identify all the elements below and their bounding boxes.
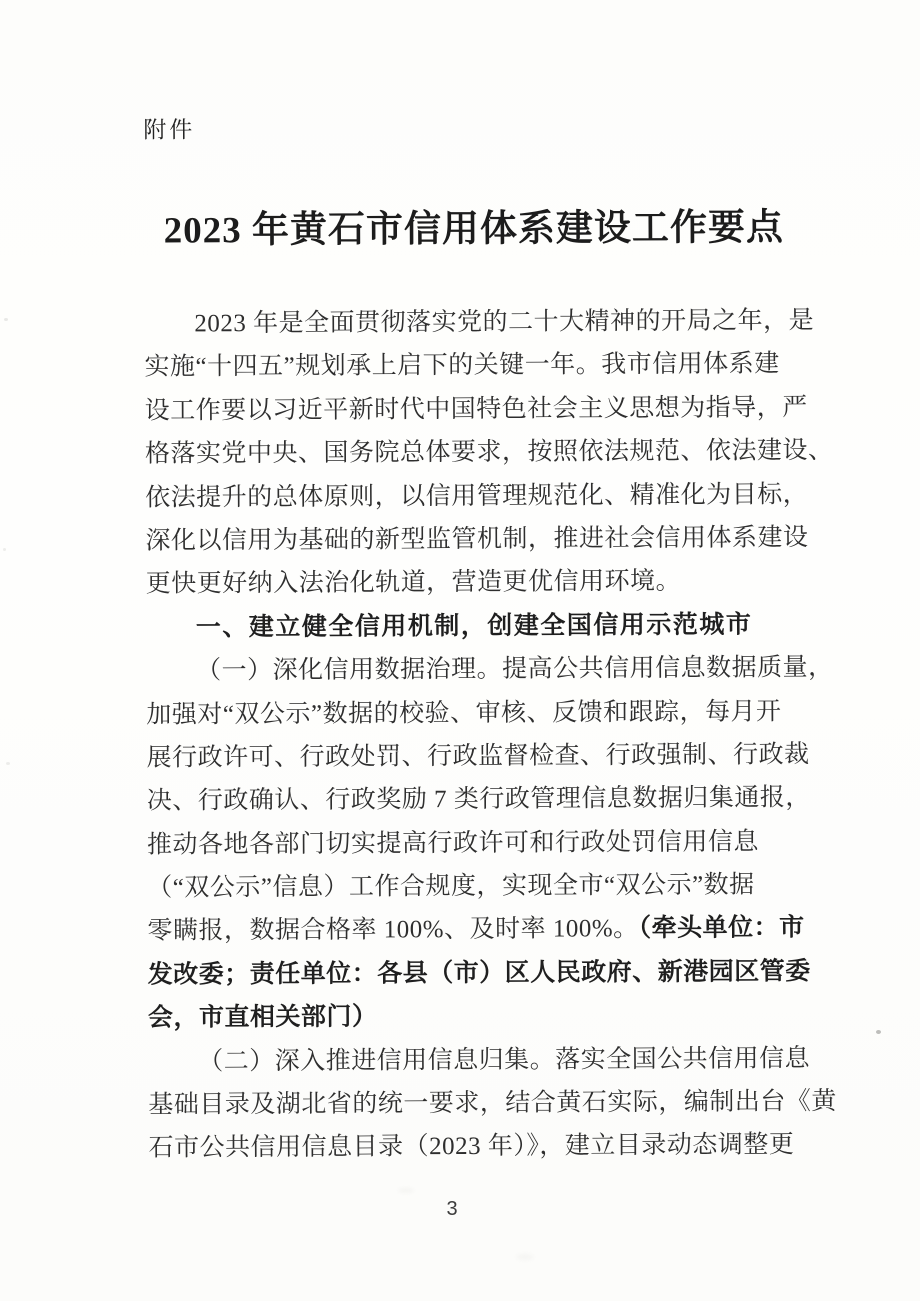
scan-speck [6,762,10,765]
text-line [146,646,836,693]
text-run: 2023 年是全面贯彻落实党的二十大精神的开局之年，是 [194,307,815,338]
text-line [145,429,835,476]
scan-smudge [516,1254,534,1260]
attachment-label: 附件 [143,116,196,143]
scan-speck [4,318,8,321]
text-run-bold: （牵头单位：市 [638,914,805,943]
text-run-bold: 发改委；责任单位：各县（市）区人民政府、新港园区管委 [147,958,811,989]
text-run: 依法提升的总体原则，以信用管理规范化、精准化为目标， [145,480,809,512]
text-run: 设工作要以习近平新时代中国特色社会主义思想为指导，严 [144,393,808,425]
text-run: 格落实党中央、国务院总体要求，按照依法规范、依法建设、 [144,437,834,468]
scan-speck [876,1030,881,1034]
text-line [145,516,835,563]
text-run: 推动各地各部门切实提高行政许可和行政处罚信用信息 [146,828,760,859]
text-run: 决、行政确认、行政奖励 7 类行政管理信息数据归集通报， [146,784,811,815]
scan-smudge [398,1188,414,1193]
text-line [145,473,835,520]
text-line [147,776,837,823]
text-run: （二）深入推进信用信息归集。落实全国公共信用信息 [198,1044,811,1076]
text-line [148,1080,838,1127]
section-heading [146,603,836,650]
text-run: 展行政许可、行政处罚、行政监督检查、行政强制、行政裁 [146,741,810,772]
text-line [148,950,838,997]
text-line [144,342,834,389]
text-run-bold: 一、建立健全信用机制，创建全国信用示范城市 [195,610,753,642]
page-number: 3 [446,1198,458,1220]
text-line [148,1037,838,1084]
text-run: 实施“十四五”规划承上启下的关键一年。我市信用体系建 [144,350,780,382]
text-line [148,993,838,1040]
text-line [146,690,836,737]
scan-speck [3,548,6,551]
text-line [148,1123,838,1170]
text-line [147,863,837,910]
text-line [145,386,835,433]
text-line [144,299,834,346]
text-line [147,906,837,953]
text-run: 深化以信用为基础的新型监管机制，推进社会信用体系建设 [145,524,809,555]
text-run: 零瞒报，数据合格率 100%、及时率 100%。 [147,915,639,946]
text-run: 加强对“双公示”数据的校验、审核、反馈和跟踪，每月开 [146,697,782,729]
text-run: （“双公示”信息）工作合规度，实现全市“双公示”数据 [147,871,755,902]
text-line [147,820,837,867]
text-line [146,733,836,780]
text-run: 基础目录及湖北省的统一要求，结合黄石实际，编制出台《黄 [148,1088,837,1119]
document-title: 2023 年黄石市信用体系建设工作要点 [163,207,785,252]
text-run: （一）深化信用数据治理。提高公共信用信息数据质量， [196,654,834,685]
text-line [146,559,836,606]
document-body [144,299,839,1170]
text-run: 更快更好纳入法治化轨道，营造更优信用环境。 [145,568,682,598]
text-run: 石市公共信用信息目录（2023 年）》，建立目录动态调整更 [148,1131,795,1163]
text-run-bold: 会，市直相关部门） [147,1003,378,1032]
